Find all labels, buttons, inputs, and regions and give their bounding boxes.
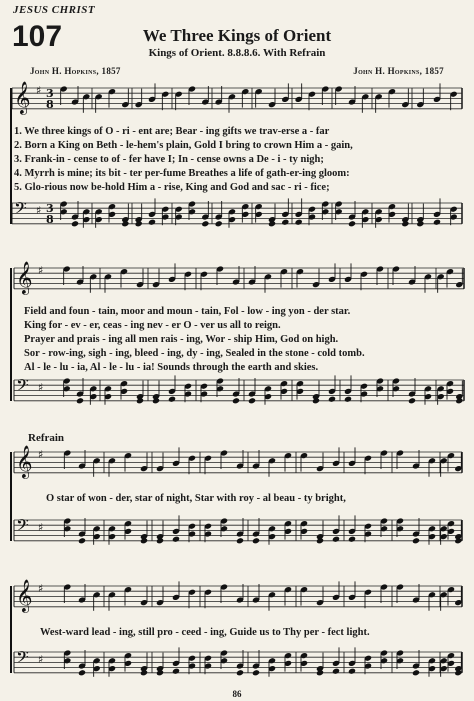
notehead (172, 536, 180, 543)
refrain-label: Refrain (28, 432, 65, 444)
notehead (232, 397, 240, 404)
notehead (148, 219, 156, 226)
verse-3-line: 3. Frank-in - cense to of - fer have I; In - cense owns a De - i - ty nigh; (14, 154, 324, 165)
key-sharp-icon: ♯ (36, 204, 42, 217)
key-sharp-icon: ♯ (38, 381, 44, 394)
notehead (78, 537, 86, 544)
notehead (433, 219, 441, 226)
notehead (168, 396, 176, 403)
notehead (412, 669, 420, 676)
treble-clef-icon: 𝄞 (16, 445, 33, 478)
notehead (281, 219, 289, 226)
key-sharp-icon: ♯ (38, 582, 44, 595)
notehead (248, 397, 256, 404)
words-credit-text: John H. Hopkins, 1857 (30, 66, 121, 76)
notehead (172, 668, 180, 675)
treble-clef-icon: 𝄞 (14, 81, 31, 114)
notehead (71, 220, 79, 227)
verse-1-line-b: Field and foun - tain, moor and moun - tain, Fol - low - ing yon - der star. (24, 306, 351, 317)
bass-clef-icon: 𝄢 (14, 198, 27, 222)
verse-2-line-b: King for - ev - er, ceas - ing nev - er O - ver us all to reign. (24, 320, 281, 331)
verse-1-line: 1. We three kings of O - ri - ent are; Bear - ing gifts we trav-erse a - far (14, 126, 330, 137)
key-sharp-icon: ♯ (38, 448, 44, 461)
notehead (332, 668, 340, 675)
notehead (215, 220, 223, 227)
notehead (252, 537, 260, 544)
hymn-number: 107 (12, 20, 63, 53)
notehead (76, 397, 84, 404)
verse-5-line-b: Al - le - lu - ia, Al - le - lu - ia! Sounds through the earth and skies. (24, 362, 319, 373)
notehead (78, 669, 86, 676)
time-sig-top: 3 (46, 87, 54, 100)
verse-2-line: 2. Born a King on Beth - le-hem's plain, Gold I bring to crown Him a - gain, (14, 140, 353, 151)
notehead (412, 537, 420, 544)
verse-4-line: 4. Myrrh is mine; its bit - ter per-fume Breathes a life of gath-er-ing gloom: (14, 168, 350, 179)
treble-clef-icon: 𝄞 (16, 579, 33, 612)
notehead (332, 536, 340, 543)
key-sharp-icon: ♯ (38, 653, 44, 666)
key-sharp-icon: ♯ (36, 84, 42, 97)
section-label: JESUS CHRIST (13, 4, 96, 16)
bass-clef-icon: 𝄢 (16, 375, 29, 399)
notehead (236, 669, 244, 676)
notehead (201, 220, 209, 227)
time-sig-top: 3 (46, 202, 54, 215)
system2-lyrics (24, 306, 454, 376)
system1-lyrics (14, 126, 460, 196)
refrain-line-1: O star of won - der, star of night, Star with roy - al beau - ty bright, (46, 493, 346, 504)
notehead (236, 537, 244, 544)
notehead (408, 397, 416, 404)
verse-5-line: 5. Glo-rious now be-hold Him a - rise, King and God and sac - ri - fice; (14, 182, 330, 193)
notehead (348, 668, 356, 675)
verse-4-line-b: Sor - row-ing, sigh - ing, bleed - ing, dy - ing, Sealed in the stone - cold tomb. (24, 348, 365, 359)
verse-3-line-b: Prayer and prais - ing all men rais - ing, Wor - ship Him, God on high. (24, 334, 339, 345)
notehead (328, 396, 336, 403)
bass-clef-icon: 𝄢 (16, 647, 29, 671)
notehead (344, 396, 352, 403)
time-sig-bottom: 8 (46, 213, 54, 226)
bass-clef-icon: 𝄢 (16, 515, 29, 539)
refrain-line-2: West-ward lead - ing, still pro - ceed - ing, Guide us to Thy per - fect light. (40, 627, 370, 638)
time-sig-bottom: 8 (46, 98, 54, 111)
hymn-title: We Three Kings of Orient (142, 26, 332, 45)
notehead (295, 219, 303, 226)
treble-clef-icon: 𝄞 (16, 261, 33, 294)
music-credit-text: John H. Hopkins, 1857 (353, 66, 444, 76)
notehead (348, 220, 356, 227)
key-sharp-icon: ♯ (38, 521, 44, 534)
notehead (348, 536, 356, 543)
tune-meter-line: Kings of Orient. 8.8.8.6. With Refrain (148, 47, 326, 59)
key-sharp-icon: ♯ (38, 264, 44, 277)
notehead (252, 669, 260, 676)
page-number: 86 (232, 689, 242, 699)
